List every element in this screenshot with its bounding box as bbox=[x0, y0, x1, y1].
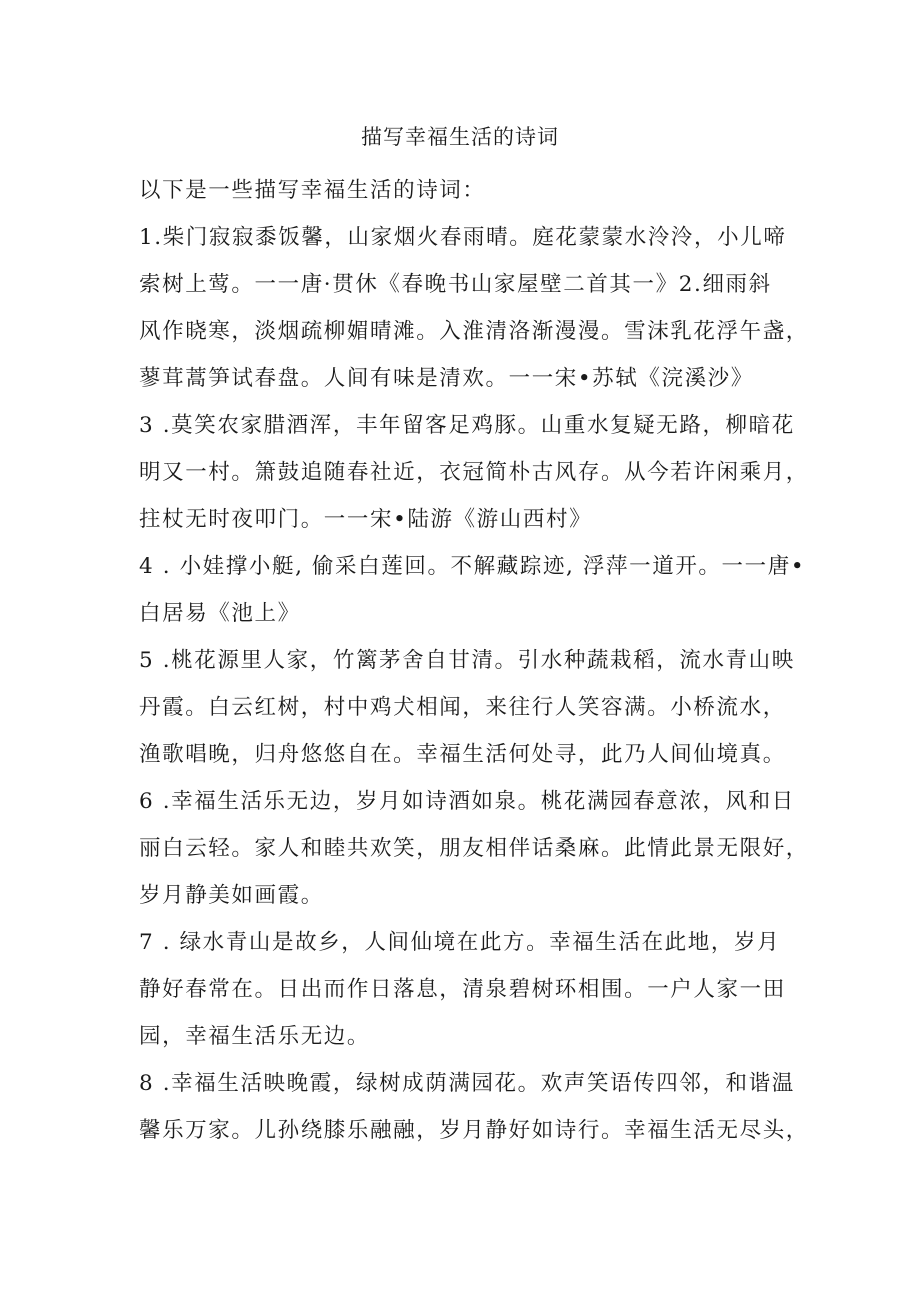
poem-7-line-1: 7 . 绿水青山是故乡，人间仙境在此方。幸福生活在此地，岁月 bbox=[139, 930, 781, 955]
poem-5-line-3: 渔歌唱晚，归舟悠悠自在。幸福生活何处寻，此乃人间仙境真。 bbox=[139, 742, 786, 767]
poem-6-line-2: 丽白云轻。家人和睦共欢笑，朋友相伴话桑麻。此情此景无限好， bbox=[139, 836, 809, 861]
poem-2-line-2: 蓼茸蒿笋试春盘。人间有味是清欢。一一宋•苏轼《浣溪沙》 bbox=[139, 366, 754, 391]
poem-3-line-1: 3 .莫笑农家腊酒浑，丰年留客足鸡豚。山重水复疑无路，柳暗花 bbox=[139, 413, 795, 438]
poem-7-line-3: 园，幸福生活乐无边。 bbox=[139, 1024, 371, 1049]
poem-3-line-2: 明又一村。箫鼓追随春社近，衣冠简朴古风存。从今若许闲乘月， bbox=[139, 460, 809, 485]
poem-2-line-1: 风作晓寒，淡烟疏柳媚晴滩。入淮清洛渐漫漫。雪沫乳花浮午盏， bbox=[139, 319, 809, 344]
poem-4-line-2: 白居易《池上》 bbox=[139, 601, 301, 626]
poem-5-line-2: 丹霞。白云红树，村中鸡犬相闻，来往行人笑容满。小桥流水， bbox=[139, 695, 786, 720]
poem-8-line-2: 馨乐万家。儿孙绕膝乐融融，岁月静好如诗行。幸福生活无尽头， bbox=[139, 1118, 809, 1143]
poem-5-line-1: 5 .桃花源里人家，竹篱茅舍自甘清。引水种蔬栽稻，流水青山映 bbox=[139, 648, 795, 673]
poem-7-line-2: 静好春常在。日出而作日落息，清泉碧树环相围。一户人家一田 bbox=[139, 977, 786, 1002]
poem-1-line-2: 索树上莺。一一唐·贯休《春晚书山家屋壁二首其一》2.细雨斜 bbox=[139, 272, 772, 297]
poem-8-line-1: 8 .幸福生活映晚霞，绿树成荫满园花。欢声笑语传四邻，和谐温 bbox=[139, 1071, 795, 1096]
document-body bbox=[139, 167, 809, 1154]
poem-1-line-1: 1.柴门寂寂黍饭馨，山家烟火春雨晴。庭花蒙蒙水泠泠，小儿啼 bbox=[139, 225, 787, 250]
poem-6-line-3: 岁月静美如画霞。 bbox=[139, 883, 324, 908]
poem-3-line-3: 拄杖无时夜叩门。一一宋•陆游《游山西村》 bbox=[139, 507, 593, 532]
document-title: 描写幸福生活的诗词 bbox=[361, 125, 559, 149]
poem-6-line-1: 6 .幸福生活乐无边，岁月如诗酒如泉。桃花满园春意浓，风和日 bbox=[139, 789, 795, 814]
intro-line: 以下是一些描写幸福生活的诗词： bbox=[139, 178, 486, 203]
poem-4-line-1: 4 . 小娃撑小艇, 偷采白莲回。不解藏踪迹, 浮萍一道开。一一唐• bbox=[139, 554, 806, 579]
